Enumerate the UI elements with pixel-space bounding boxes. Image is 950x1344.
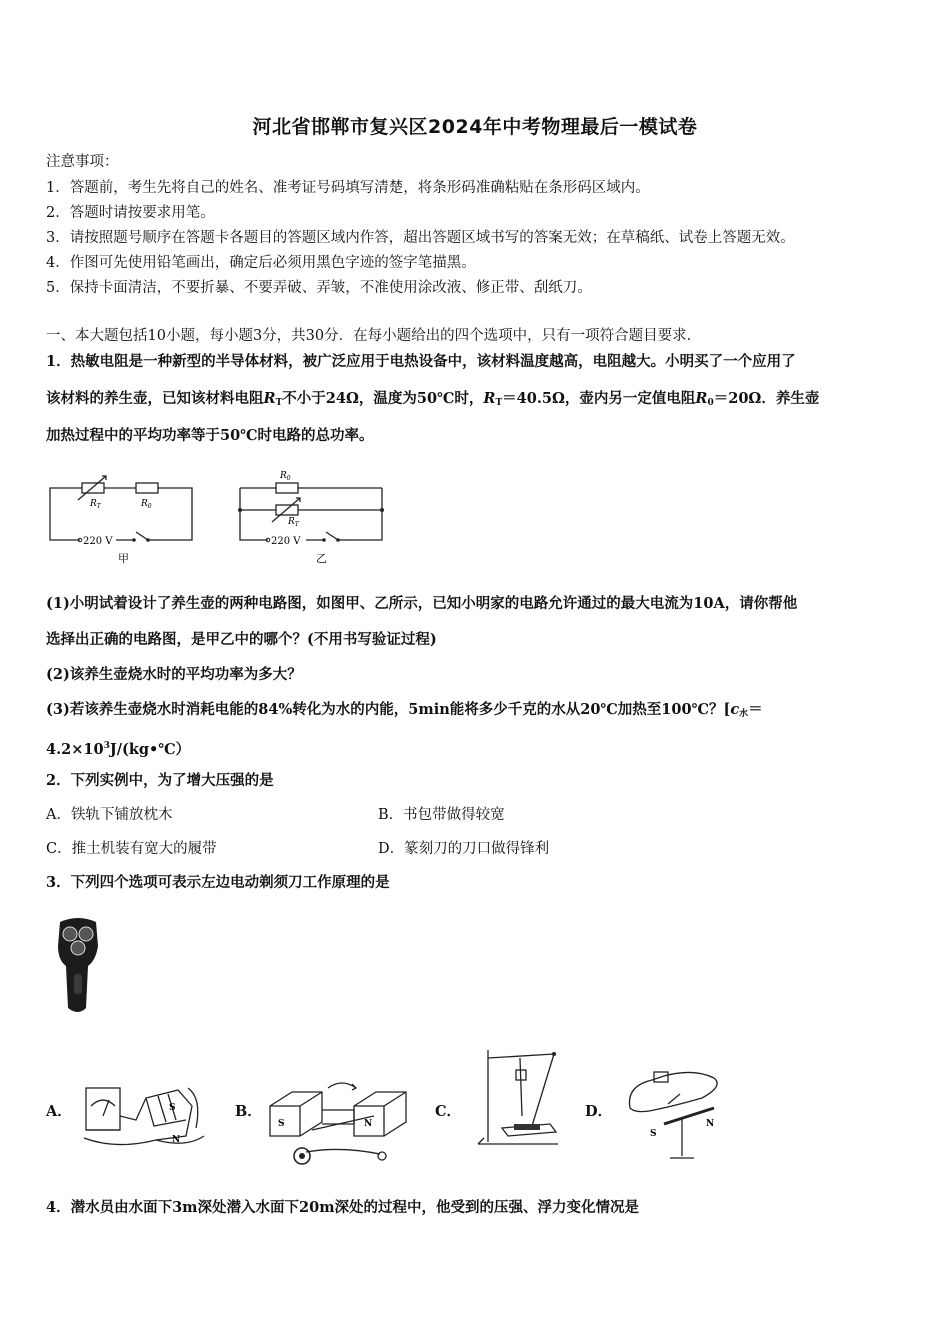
q1-sub1-line-2: 选择出正确的电路图，是甲乙中的哪个？(不用书写验证过程) (46, 631, 437, 648)
q1-rt-sub: T (275, 398, 283, 408)
yi-label: 乙 (316, 552, 327, 565)
notice-item-1: 1．答题前，考生先将自己的姓名、准考证号码填写清楚，将条形码准确粘贴在条形码区域内。 (46, 180, 650, 196)
yi-r0-sub: 0 (286, 475, 291, 482)
rt-thermistor (276, 505, 298, 515)
q3-label-a: A． (46, 1103, 72, 1120)
notice-item-3: 3．请按照题号顺序在答题卡各题目的答题区域内作答，超出答题区域书写的答案无效；在草稿纸、试卷上答题无效。 (46, 230, 795, 246)
q1-c-sub: 水 (739, 709, 749, 719)
q1-r0-sub: 0 (707, 398, 714, 408)
q4-stem: 4．潜水员由水面下3m深处潜入水面下20m深处的过程中，他受到的压强、浮力变化情况是 (46, 1199, 640, 1216)
svg-text:R0 (140, 499, 152, 510)
yi-rt-label: R (288, 517, 295, 527)
yi-r0-label: R (280, 471, 287, 481)
q1-c-symbol: c (730, 701, 740, 718)
q3-label-c: C． (435, 1103, 462, 1120)
notice-heading: 注意事项： (46, 154, 119, 170)
q3-stem: 3．下列四个选项可表示左边电动剃须刀工作原理的是 (46, 874, 390, 891)
q3-figure-c (470, 1046, 570, 1164)
q3-label-b: B． (235, 1103, 262, 1120)
r0-resistor (276, 483, 298, 493)
wire-left (240, 488, 268, 540)
q1-line-2 (46, 389, 819, 413)
wire-left (50, 488, 80, 540)
fig-d-n-label: N (706, 1119, 715, 1129)
svg-text:R0 (279, 471, 291, 482)
galvanometer (86, 1088, 120, 1130)
q2-option-b: B．书包带做得较宽 (378, 807, 505, 823)
q1-rt-symbol-2: R (483, 390, 496, 407)
q1-line-2b: 不小于24Ω，温度为50℃时， (282, 390, 484, 407)
q3-figure-d (624, 1064, 734, 1164)
q1-sub3-line-2 (46, 736, 190, 760)
rt-thermistor (82, 483, 104, 493)
q2-option-c: C．推土机装有宽大的履带 (46, 841, 217, 857)
q1-line-2c: ＝40.5Ω，壶内另一定值电阻 (502, 390, 696, 407)
q3-label-d: D． (585, 1103, 613, 1120)
wire-loop (629, 1072, 717, 1111)
q1-sub2: (2)该养生壶烧水时的平均功率为多大？ (46, 666, 302, 683)
q1-sub3-line-1 (46, 700, 763, 724)
fig-b-n-label: N (364, 1119, 373, 1129)
notice-item-4: 4．作图可先使用铅笔画出，确定后必须用黑色字迹的签字笔描黑。 (46, 255, 476, 271)
jia-r0-label: R (141, 499, 148, 509)
fig-a-n-label: N (172, 1135, 181, 1145)
q1-sub3-line-1b: ＝ (748, 701, 763, 718)
q2-stem: 2．下列实例中，为了增大压强的是 (46, 772, 274, 789)
notice-item-2: 2．答题时请按要求用笔。 (46, 205, 215, 221)
q1-sub3-line-1a: (3)若该养生壶烧水时消耗电能的84%转化为水的内能，5min能将多少千克的水从20℃加热至100℃？[ (46, 701, 731, 718)
wire-right (158, 488, 192, 540)
q1-sub3-line-2a: 4.2×10 (46, 741, 104, 758)
q2-option-a: A．铁轨下铺放枕木 (46, 807, 173, 823)
jia-rt-label: R (90, 499, 97, 509)
electric-shaver-image (52, 916, 104, 1018)
yi-rt-sub: T (294, 521, 299, 528)
q1-line-2d: ＝20Ω．养生壶 (713, 390, 820, 407)
circuit-diagram-jia (40, 462, 210, 567)
q1-line-1: 1．热敏电阻是一种新型的半导体材料，被广泛应用于电热设备中，该材料温度越高，电阻越大。小明买了一个应用了 (46, 353, 796, 370)
q1-sub3-line-2b: J/(kg•℃） (109, 741, 191, 758)
q1-rt-symbol: R (263, 390, 276, 407)
fig-b-s-label: S (278, 1119, 285, 1129)
jia-voltage: 220 V (83, 536, 113, 547)
r0-resistor (136, 483, 158, 493)
q1-sub3-exponent: 3 (103, 741, 110, 751)
jia-rt-sub: T (96, 503, 101, 510)
notice-item-5: 5．保持卡面清洁，不要折暴、不要弄破、弄皱，不准使用涂改液、修正带、刮纸刀。 (46, 280, 592, 296)
section-1-instructions: 一、本大题包括10小题，每小题3分，共30分．在每小题给出的四个选项中，只有一项符合题目要求． (46, 328, 702, 344)
svg-text:RT (89, 499, 102, 510)
fig-d-s-label: S (650, 1129, 657, 1139)
wire-right (350, 488, 382, 540)
magnet-n-block (354, 1092, 406, 1136)
switch (136, 532, 148, 540)
jia-r0-sub: 0 (147, 503, 152, 510)
switch (326, 532, 338, 540)
q1-line-3: 加热过程中的平均功率等于50℃时电路的总功率。 (46, 427, 374, 444)
q1-r0-symbol: R (695, 390, 708, 407)
q3-figure-a (76, 1076, 211, 1156)
q3-figure-b (262, 1076, 412, 1172)
q1-line-2a: 该材料的养生壶，已知该材料电阻 (46, 390, 264, 407)
jia-label: 甲 (118, 552, 129, 565)
yi-voltage: 220 V (271, 536, 301, 547)
fig-a-s-label: S (169, 1103, 176, 1113)
q1-rt-sub-2: T (495, 398, 503, 408)
page-title: 河北省邯郸市复兴区2024年中考物理最后一模试卷 (252, 116, 698, 138)
q2-option-d: D．篆刻刀的刀口做得锋利 (378, 841, 550, 857)
circuit-diagram-yi (232, 460, 392, 568)
q1-sub1-line-1: (1)小明试着设计了养生壶的两种电路图，如图甲、乙所示，已知小明家的电路允许通过的最大电流为10A，请你帮他 (46, 595, 798, 612)
svg-text:RT (287, 517, 300, 528)
